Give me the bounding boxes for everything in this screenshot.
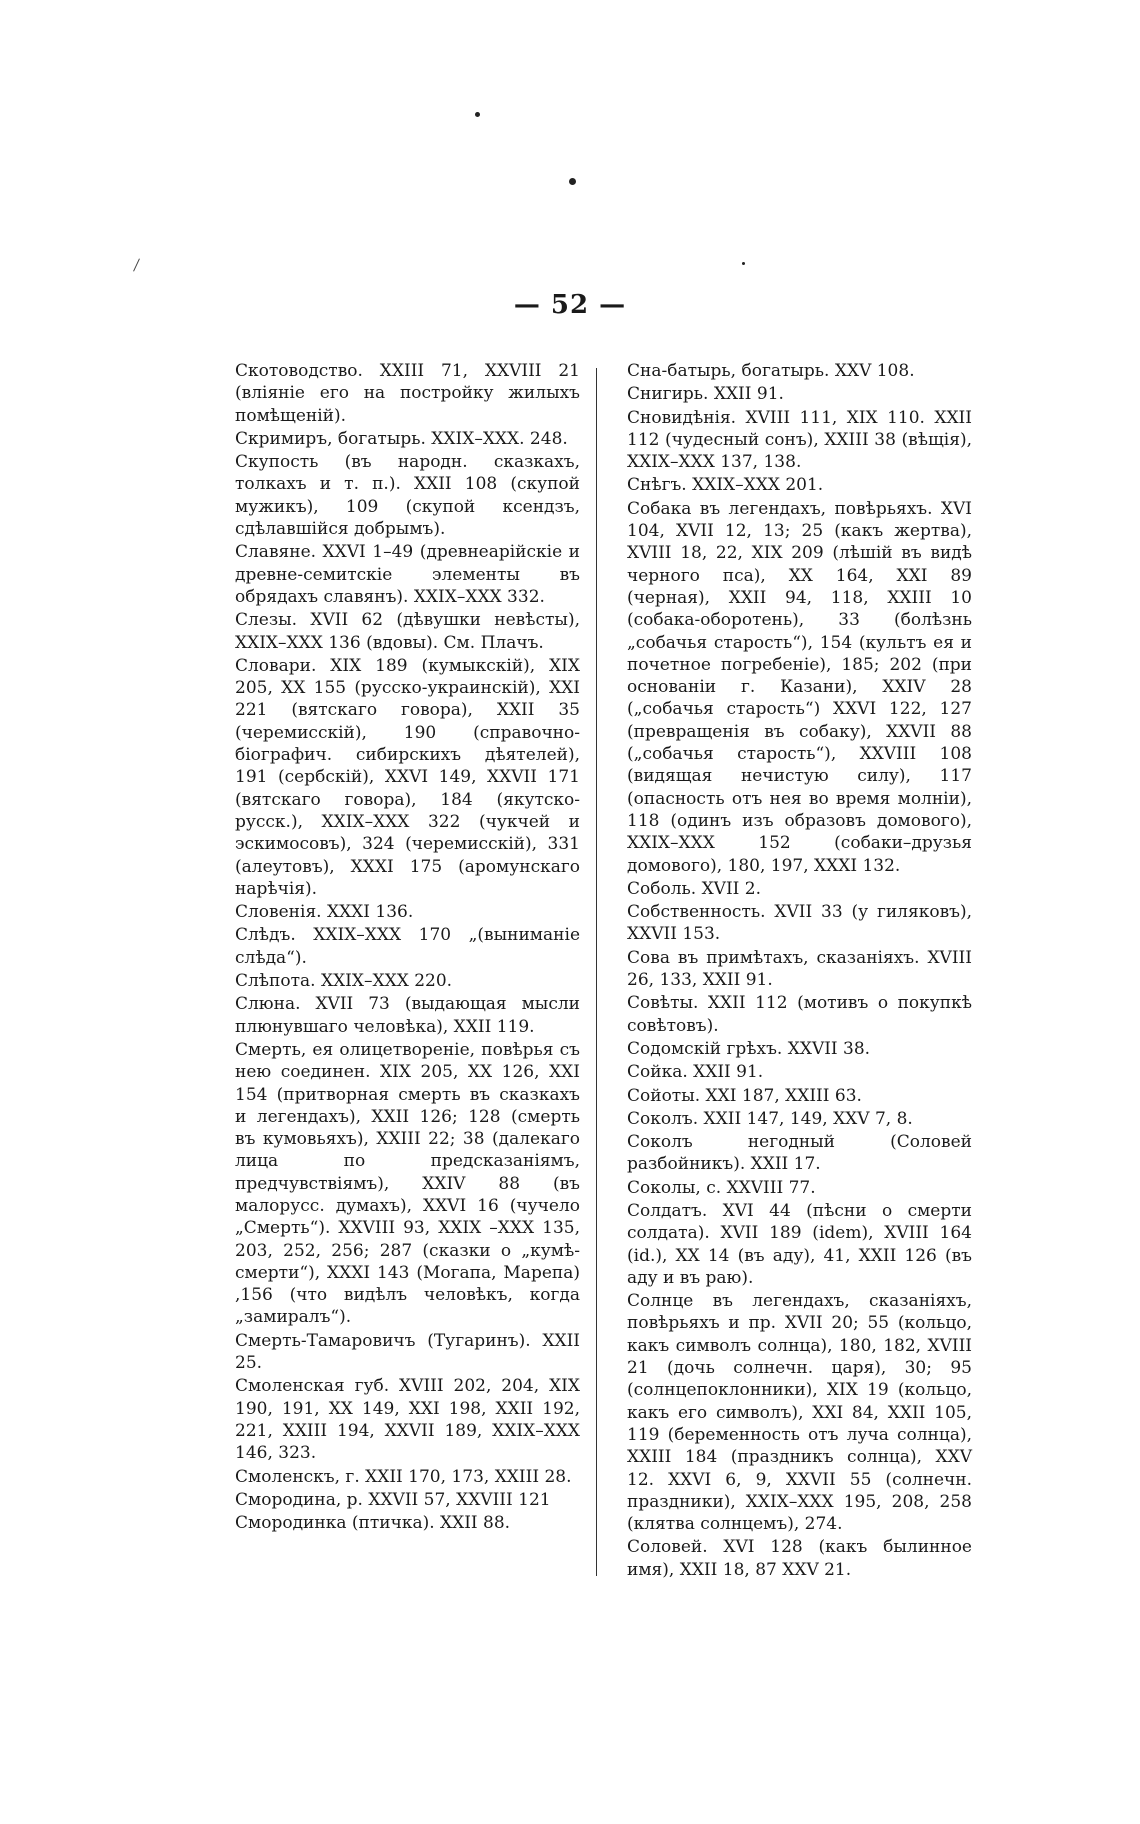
index-entry: Смоленская губ. XVIII 202, 204, XIX 190, 191, XX 149, XXI 198, XXII 192, 221, XXIII 194, XXVII 189, XXIX–XXX 146, 323. <box>235 1376 580 1464</box>
index-entry: Собственность. XVII 33 (у гиляковъ), XXVII 153. <box>627 902 972 945</box>
index-entry: Сойоты. XXI 187, XXIII 63. <box>627 1085 862 1106</box>
index-entry: Смерть, ея олицетвореніе, повѣрья съ нею соединен. XIX 205, XX 126, XXI 154 (притворная смерть въ сказкахъ и легендахъ), XXII 126; 128 (смерть въ кумовьяхъ), XXIII 22; 38 (далекаго лица по предсказаніямъ, предчувствіямъ), XXIV 88 (въ малорусс. думахъ), XXVI 16 (чучело „Смерть“). XXVIII 93, XXIX –XXX 135, 203, 252, 256; 287 (сказки о „кумѣ-смерти“), XXXI 143 (Могапа, Марепа) ,156 (что видѣлъ человѣкъ, когда „замиралъ“). <box>235 1039 580 1328</box>
index-entry: Солдатъ. XVI 44 (пѣсни о смерти солдата). XVII 189 (idem), XVIII 164 (id.), XX 14 (въ аду), 41, XXII 126 (въ аду и въ раю). <box>627 1200 972 1288</box>
index-entry: Скотоводство. XXIII 71, XXVIII 21 (вліяніе его на постройку жилыхъ помѣщеній). <box>235 361 580 426</box>
index-entry: Содомскій грѣхъ. XXVII 38. <box>627 1038 871 1059</box>
index-entry: Совѣты. XXII 112 (мотивъ о покупкѣ совѣтовъ). <box>627 993 972 1036</box>
index-entry: Слѣдъ. XXIX–XXX 170 „(выниманіе слѣда“). <box>235 925 580 968</box>
index-entry: Скупость (въ народн. сказкахъ, толкахъ и т. п.). XXII 108 (скупой мужикъ), 109 (скупой ксендзъ, сдѣлавшійся добрымъ). <box>235 452 580 540</box>
index-entry: Смоленскъ, г. XXII 170, 173, XXIII 28. <box>235 1466 572 1487</box>
index-entry: Сойка. XXII 91. <box>627 1062 764 1083</box>
index-entry: Словари. XIX 189 (кумыкскій), XIX 205, XX 155 (русско-украинскій), XXI 221 (вятскаго говора), XXII 35 (черемисскій), 190 (справочно-біографич. сибирскихъ дѣятелей), 191 (сербскій), XXVI 149, XXVII 171 (вятскаго говора), 184 (якутско-русск.), XXIX–XXX 322 (чукчей и эскимосовъ), 324 (черемисскій), 331 (алеутовъ), XXXI 175 (аромунскаго нарѣчія). <box>235 655 580 899</box>
index-entry: Смерть-Тамаровичъ (Тугаринъ). XXII 25. <box>235 1330 580 1374</box>
index-entry: Собака въ легендахъ, повѣрьяхъ. XVI 104, XVII 12, 13; 25 (какъ жертва), XVIII 18, 22, XIX 209 (лѣшій въ видѣ черного пса), XX 164, XXI 89 (черная), XXII 94, 118, XXIII 10 (собака-оборотень), 33 (болѣзнь „собачья старость“), 154 (культъ ея и почетное погребеніе), 185; 202 (при основаніи г. Казани), XXIV 28 („собачья старость“) XXVI 122, 127 (превращенія въ собаку), XXVII 88 („собачья старость“), XXVIII 108 (видящая нечистую силу), 117 (опасность отъ нея во время молніи), 118 (одинъ изъ образовъ домового), XXIX–XXX 152 (собаки–друзья домового), 180, 197, XXXI 132. <box>627 498 972 876</box>
index-entry: Слезы. XVII 62 (дѣвушки невѣсты), XXIX–XXX 136 (вдовы). См. Плачъ. <box>235 610 580 653</box>
index-entry: Соколы, с. XXVIII 77. <box>627 1177 816 1198</box>
index-entry: Соколъ. XXII 147, 149, XXV 7, 8. <box>627 1108 913 1129</box>
print-mark <box>133 258 140 271</box>
index-entry: Слѣпота. XXIX–XXX 220. <box>235 971 453 992</box>
index-entry: Смородина, р. XXVII 57, XXVIII 121 <box>235 1489 551 1510</box>
index-entry: Слюна. XVII 73 (выдающая мысли плюнувшаго человѣка), XXII 119. <box>235 994 580 1037</box>
index-entry: Смородинка (птичка). XXII 88. <box>235 1513 511 1534</box>
print-speck <box>742 262 745 265</box>
index-entry: Славяне. XXVI 1–49 (древнеарійскіе и древне-семитскіе элементы въ обрядахъ славянъ). XXIX–XXX 332. <box>235 542 580 607</box>
column-divider <box>596 368 597 1576</box>
index-entry: Сна-батырь, богатырь. XXV 108. <box>627 361 915 381</box>
left-column <box>235 360 580 1535</box>
right-column <box>627 360 972 1582</box>
print-speck <box>475 112 480 117</box>
index-entry: Соколъ негодный (Соловей разбойникъ). XXII 17. <box>627 1132 972 1175</box>
index-entry: Сновидѣнія. XVIII 111, XIX 110. XXII 112 (чудесный сонъ), XXIII 38 (вѣщія), XXIX–XXX 137, 138. <box>627 407 972 473</box>
index-entry: Скримиръ, богатырь. XXIX–XXX. 248. <box>235 428 568 449</box>
index-entry: Снѣгъ. XXIX–XXX 201. <box>627 475 824 496</box>
index-entry: Сова въ примѣтахъ, сказаніяхъ. XVIII 26, 133, XXII 91. <box>627 947 972 991</box>
index-entry: Соловей. XVI 128 (какъ былинное имя), XXII 18, 87 XXV 21. <box>627 1537 972 1580</box>
print-speck <box>569 178 576 185</box>
page-number: — 52 — <box>513 290 627 320</box>
index-entry: Снигирь. XXII 91. <box>627 384 784 405</box>
index-entry: Солнце въ легендахъ, сказаніяхъ, повѣрьяхъ и пр. XVII 20; 55 (кольцо, какъ символъ солнца), 180, 182, XVIII 21 (дочь солнечн. царя), 30; 95 (солнцепоклонники), XIX 19 (кольцо, какъ его символъ), XXI 84, XXII 105, 119 (беременность отъ луча солнца), XXIII 184 (праздникъ солнца), XXV 12. XXVI 6, 9, XXVII 55 (солнечн. праздники), XXIX–XXX 195, 208, 258 (клятва солнцемъ), 274. <box>627 1291 972 1535</box>
index-entry: Соболь. XVII 2. <box>627 878 762 899</box>
index-entry: Словенія. XXXI 136. <box>235 902 414 923</box>
